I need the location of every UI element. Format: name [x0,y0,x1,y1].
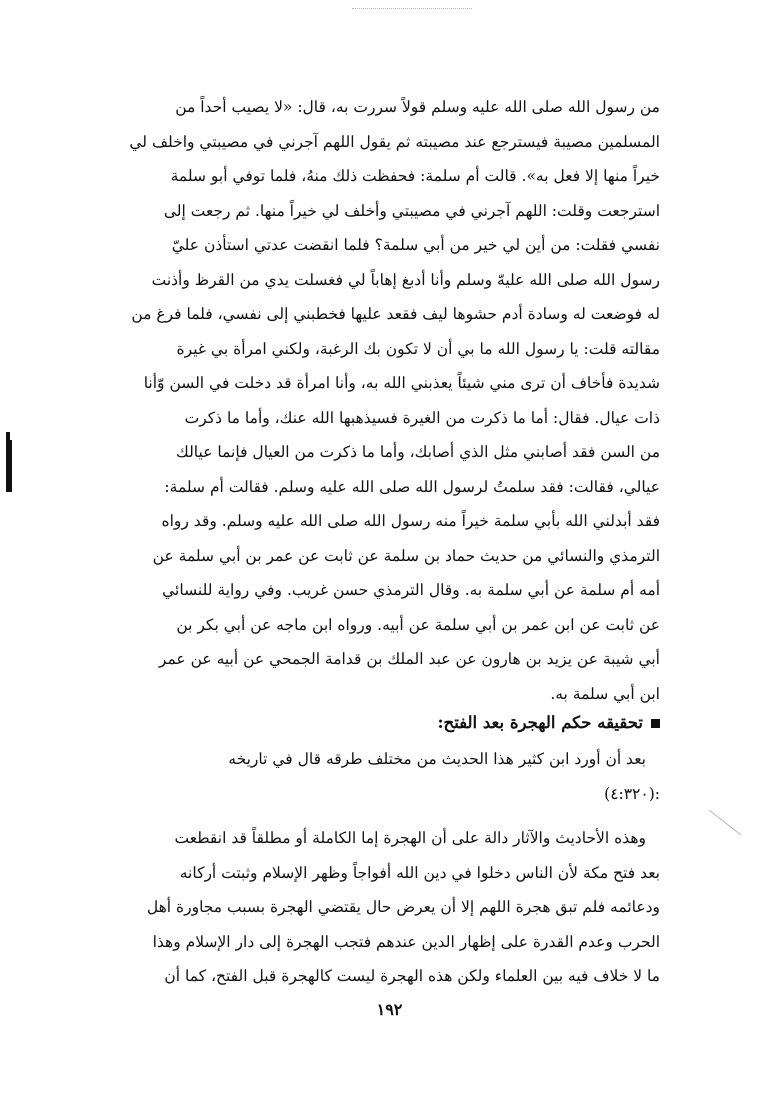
quoted-paragraph [108,821,660,994]
text-line: :(٤:٣٢٠) [604,784,660,803]
text-line: أمه أم سلمة عن أبي سلمة به. وقال الترمذي حسن غريب. وفي رواية للنسائي [162,581,660,599]
section-heading-text: تحقيقه حكم الهجرة بعد الفتح: [437,713,643,732]
text-line: ذات عيال. فقال: أما ما ذكرت من الغيرة فسيذهبها الله عنك، وأما ما ذكرت [184,408,660,427]
text-line: بعد أن أورد ابن كثير هذا الحديث من مختلف طرقه قال في تاريخه [228,750,646,768]
text-line: ودعائمه فلم تبق هجرة اللهم إلا أن يعرض حال يقتضي الهجرة بسبب مجاورة أهل [146,898,660,916]
text-line: بعد فتح مكة لأن الناس دخلوا في دين الله أفواجاً وظهر الإسلام وثبتت أركانه [179,863,660,882]
text-line: رسول الله صلى الله عليهّ وسلم وأنا أدبغ إهاباً لي فغسلت يدي من القرظ وأذنت [151,270,660,289]
text-line: أبي شيبة عن يزيد بن هارون عن عبد الملك بن قدامة الجمحي عن أبيه عن عمر [158,650,660,668]
text-line: من السن فقد أصابني مثل الذي أصابك، وأما ما ذكرت من العيال فإنما عيالك [176,443,660,461]
scan-top-mark [352,0,472,9]
text-line: ابن أبي سلمة به. [550,684,660,703]
citation-paragraph [108,742,660,811]
text-line: الحرب وعدم القدرة على إظهار الدين عندهم فتجب الهجرة إلى دار الإسلام وهذا [152,932,660,951]
square-bullet-icon [651,719,660,728]
text-line: عن ثابت عن ابن عمر بن أبي سلمة عن أبيه. ورواه ابن ماجه عن أبي بكر بن [176,615,660,634]
text-line: ما لا خلاف فيه بين العلماء ولكن هذه الهجرة ليست كالهجرة قبل الفتح، كما أن [164,967,660,985]
text-line: عيالي، فقالت: فقد سلمتُ لرسول الله صلى الله عليه وسلم. فقالت أم سلمة: [164,477,660,496]
text-line: نفسي فقلت: من أين لي خير من أبي سلمة؟ فلما انقضت عدتي استأذن عليّ [171,236,660,254]
scan-edge-mark-inner [10,440,12,492]
hadith-paragraph [108,90,660,711]
text-line: خيراً منها إلا فعل به». قالت أم سلمة: فحفظت ذلك منهُ، فلما توفي أبو سلمة [170,167,660,185]
text-line: المسلمين مصيبة فيسترجع عند مصيبته ثم يقول اللهم آجرني في مصيبتي واخلف لي [129,132,660,151]
text-line: وهذه الأحاديث والآثار دالة على أن الهجرة إما الكاملة أو مطلقاً قد انقطعت [174,829,646,847]
text-line: مقالته قلت: يا رسول الله ما بي أن لا تكون بك الرغبة، ولكني امرأة بي غيرة [176,339,660,358]
text-line: فقد أبدلني الله بأبي سلمة خيراً منه رسول الله صلى الله عليه وسلم. وقد رواه [161,512,660,530]
text-line: استرجعت وقلت: اللهم آجرني في مصيبتي وأخلف لي خيراً منها. ثم رجعت إلى [163,201,660,220]
text-line: شديدة فأخاف أن ترى مني شيئاً يعذبني الله به، وأنا امرأة قد دخلت في السن وّأنا [143,374,660,392]
scan-stray-stroke [709,810,741,835]
text-line: الترمذي والنسائي من حديث حماد بن سلمة عن ثابت عن عمر بن أبي سلمة عن [152,546,660,565]
text-line: له فوضعت له وسادة أدم حشوها ليف فقعد عليها فخطبني إلى نفسي، فلما فرغ من [131,305,660,323]
text-line: من رسول الله صلى الله عليه وسلم قولاً سررت به، قال: «لا يصيب أحداً من [175,98,660,116]
page-number: ١٩٢ [376,1000,403,1019]
section-heading [108,706,660,740]
